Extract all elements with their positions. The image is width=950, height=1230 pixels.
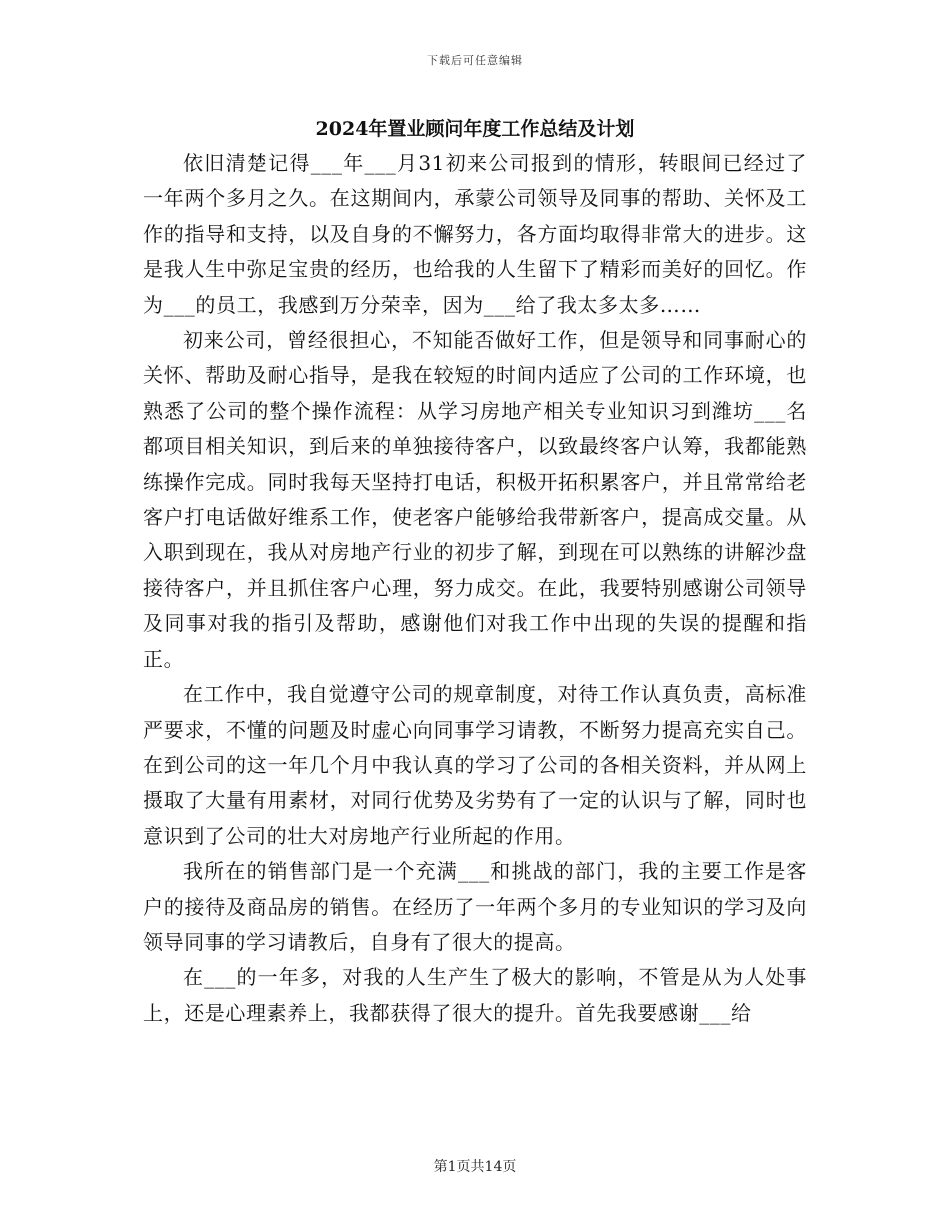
document-title: 2024年置业顾问年度工作总结及计划 [315, 118, 635, 140]
header-note: 下载后可任意编辑 [427, 54, 523, 67]
paragraph: 依旧清楚记得___年___月31初来公司报到的情形，转眼间已经过了一年两个多月之久。在这期间内，承蒙公司领导及同事的帮助、关怀及工作的指导和支持，以及自身的不懈努力，各方面均取得非常大的进步。这是我人生中弥足宝贵的经历，也给我的人生留下了精彩而美好的回忆。作为___的员工，我感到万分荣幸，因为___给了我太多太多…… [143, 151, 807, 317]
paragraph: 我所在的销售部门是一个充满___和挑战的部门，我的主要工作是客户的接待及商品房的销售。在经历了一年两个多月的专业知识的学习及向领导同事的学习请教后，自身有了很大的提高。 [143, 859, 807, 954]
paragraph: 在___的一年多，对我的人生产生了极大的影响，不管是从为人处事上，还是心理素养上，我都获得了很大的提升。首先我要感谢___给 [143, 965, 807, 1025]
document-body [143, 146, 807, 1031]
paragraph: 初来公司，曾经很担心，不知能否做好工作，但是领导和同事耐心的关怀、帮助及耐心指导，是我在较短的时间内适应了公司的工作环境，也熟悉了公司的整个操作流程：从学习房地产相关专业知识习到潍坊___名都项目相关知识，到后来的单独接待客户，以致最终客户认筹，我都能熟练操作完成。同时我每天坚持打电话，积极开拓积累客户，并且常常给老客户打电话做好维系工作，使老客户能够给我带新客户，提高成交量。从入职到现在，我从对房地产行业的初步了解，到现在可以熟练的讲解沙盘接待客户，并且抓住客户心理，努力成交。在此，我要特别感谢公司领导及同事对我的指引及帮助，感谢他们对我工作中出现的失误的提醒和指正。 [143, 328, 807, 671]
page-number: 第1页共14页 [433, 1159, 517, 1175]
paragraph: 在工作中，我自觉遵守公司的规章制度，对待工作认真负责，高标准严要求，不懂的问题及时虚心向同事学习请教，不断努力提高充实自己。在到公司的这一年几个月中我认真的学习了公司的各相关资料，并从网上摄取了大量有用素材，对同行优势及劣势有了一定的认识与了解，同时也意识到了公司的壮大对房地产行业所起的作用。 [143, 682, 807, 848]
